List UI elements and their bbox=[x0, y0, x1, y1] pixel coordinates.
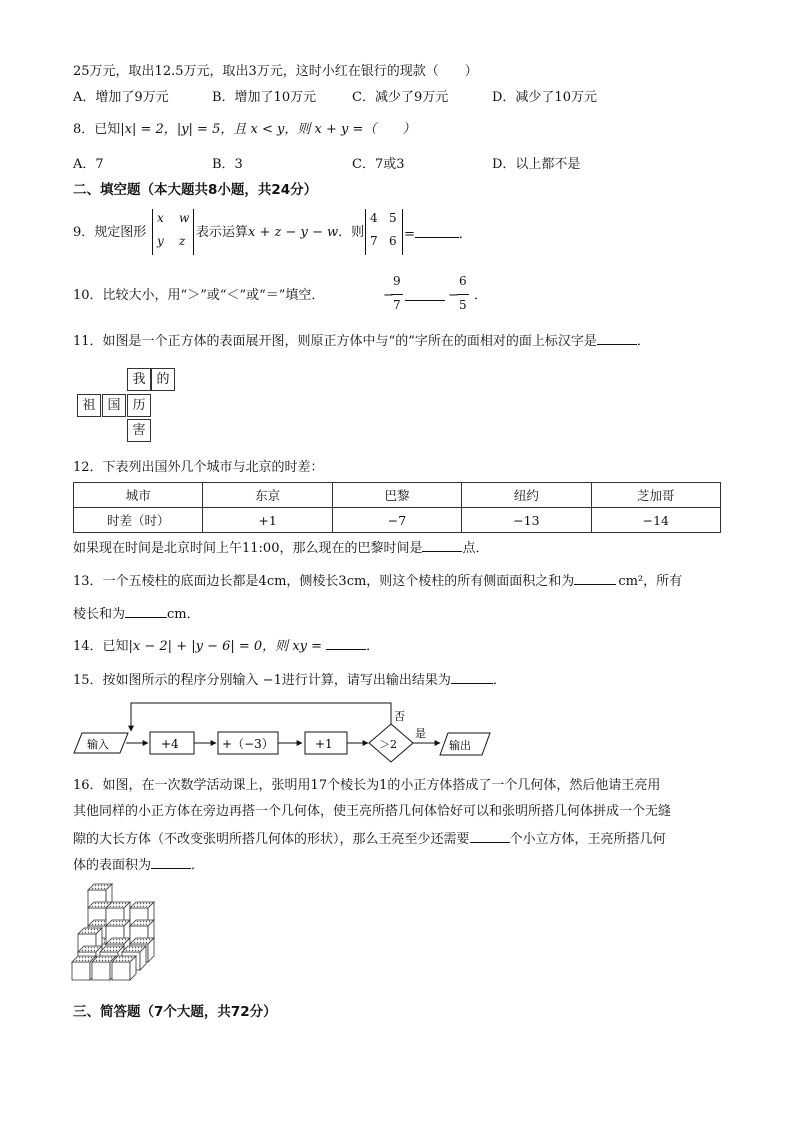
q15-stem: 15．按如图所示的程序分别输入 −1进行计算，请写出输出结果为 bbox=[73, 673, 451, 688]
q14-ask: xy = bbox=[292, 639, 323, 654]
q13-line2-prefix: 棱长和为 bbox=[73, 607, 126, 622]
q9-middle: 表示运算 bbox=[196, 225, 249, 240]
q10-sign-1: − bbox=[383, 288, 394, 303]
q16-line4-end: ． bbox=[191, 858, 205, 873]
q14-expr: |x − 2| + |y − 6| = 0，则 bbox=[128, 639, 289, 654]
q13-answer-blank-2[interactable] bbox=[125, 604, 167, 618]
table-cell: −7 bbox=[332, 508, 461, 533]
flow-decision-label: ＞2 bbox=[379, 738, 397, 751]
q9-m1-x: x bbox=[157, 211, 164, 225]
q8-stem bbox=[73, 121, 415, 139]
net-face-zu: 祖 bbox=[77, 394, 101, 417]
q8-option-a[interactable]: A．7 bbox=[73, 157, 104, 172]
q9-m1-y: y bbox=[157, 234, 164, 248]
flow-step-minus3-label: +（−3） bbox=[222, 737, 274, 751]
table-cell: 城市 bbox=[74, 483, 203, 508]
flow-step-plus4-label: +4 bbox=[161, 737, 179, 751]
q10-sign-2: − bbox=[448, 288, 459, 303]
flow-input-label: 输入 bbox=[87, 738, 109, 751]
q9-answer-blank[interactable] bbox=[415, 224, 459, 238]
flow-no-label: 否 bbox=[394, 710, 405, 723]
q7-stem: 25万元，取出12.5万元，取出3万元，这时小红在银行的现款（ ） bbox=[73, 64, 478, 79]
q15-end: ． bbox=[492, 673, 506, 688]
q9-matrix-1 bbox=[152, 209, 194, 255]
q10-frac2-num: 6 bbox=[459, 274, 467, 288]
program-flowchart bbox=[70, 695, 500, 767]
q9-eq: = bbox=[404, 227, 415, 242]
net-face-hai: 害 bbox=[127, 419, 151, 442]
flow-loop-line bbox=[131, 703, 391, 731]
q8-expression: x + y =（ ） bbox=[314, 122, 416, 137]
flow-yes-label: 是 bbox=[415, 727, 426, 740]
q12-text: 12．下表列出国外几个城市与北京的时差： bbox=[73, 460, 324, 475]
q7-option-d[interactable]: D．减少了10万元 bbox=[492, 90, 597, 105]
q16-line3b: 个小立方体，王亮所搭几何 bbox=[509, 832, 666, 847]
q10-fraction-2 bbox=[457, 272, 469, 316]
q14-answer-blank[interactable] bbox=[326, 636, 366, 650]
net-face-guo: 国 bbox=[102, 394, 126, 417]
q16-line-2: 其他同样的小正方体在旁边再搭一个几何体，使王亮所搭几何体恰好可以和张明所搭几何体拼成一个无缝 bbox=[73, 804, 672, 819]
q16-line3a: 隙的大长方体（不改变张明所搭几何体的形状），那么王亮至少还需要 bbox=[73, 832, 470, 847]
stacked-cubes-figure bbox=[70, 882, 170, 992]
q8-abs-y: |y| = 5，且 bbox=[176, 122, 247, 137]
q7-option-b[interactable]: B．增加了10万元 bbox=[212, 90, 317, 105]
q16-line-4 bbox=[73, 855, 204, 875]
q12-after-text: 如果现在时间是北京时间上午11:00，那么现在的巴黎时间是 bbox=[73, 541, 423, 556]
q13-line-1 bbox=[73, 571, 682, 591]
q11-answer-blank[interactable] bbox=[597, 331, 637, 345]
table-cell: 巴黎 bbox=[332, 483, 461, 508]
q9-m2-a: 4 bbox=[370, 211, 378, 225]
table-cell: 时差（时） bbox=[74, 508, 203, 533]
q16-answer-blank-1[interactable] bbox=[470, 829, 510, 843]
q9-then: ．则 bbox=[338, 225, 365, 240]
table-cell: 纽约 bbox=[462, 483, 591, 508]
table-cell: −13 bbox=[462, 508, 591, 533]
q10-end: ． bbox=[474, 288, 488, 303]
q9-end: ． bbox=[458, 227, 472, 242]
table-row bbox=[74, 508, 721, 533]
q9-m2-c: 7 bbox=[370, 234, 378, 248]
flow-step-plus1-label: +1 bbox=[315, 737, 333, 751]
q10-fraction-1 bbox=[391, 272, 403, 316]
q7-option-c[interactable]: C．减少了9万元 bbox=[352, 90, 449, 105]
q16-line-1: 16．如图，在一次数学活动课上，张明用17个棱长为1的小正方体搭成了一个几何体，然后他请王亮用 bbox=[73, 778, 661, 793]
flow-output-label: 输出 bbox=[449, 739, 471, 752]
q15-answer-blank[interactable] bbox=[451, 670, 493, 684]
q9-answer bbox=[404, 224, 472, 244]
q13-line-2 bbox=[73, 604, 200, 624]
q9-prefix: 9．规定图形 bbox=[73, 225, 147, 240]
q12-after-end: 点． bbox=[462, 541, 489, 556]
q9-matrix-2 bbox=[365, 209, 403, 255]
q10-answer-blank[interactable] bbox=[405, 286, 445, 301]
q9-m1-w: w bbox=[179, 211, 190, 225]
q7-option-a[interactable]: A．增加了9万元 bbox=[73, 90, 169, 105]
table-header-row bbox=[74, 483, 721, 508]
q16-answer-blank-2[interactable] bbox=[151, 855, 191, 869]
q15-text bbox=[73, 670, 506, 690]
table-cell: −14 bbox=[591, 508, 720, 533]
q9-m2-d: 6 bbox=[389, 234, 397, 248]
section-3-title: 三、简答题（7个大题，共72分） bbox=[73, 1004, 277, 1020]
q12-after bbox=[73, 538, 488, 558]
q8-abs-x: |x| = 2， bbox=[120, 122, 177, 137]
q11-stem: 11．如图是一个正方体的表面展开图，则原正方体中与“的”字所在的面相对的面上标汉字是 bbox=[73, 334, 597, 349]
q9-operation bbox=[196, 224, 364, 242]
q14-end: ． bbox=[366, 639, 380, 654]
q9-operation-expr: x + z − y − w bbox=[248, 225, 339, 240]
net-face-de: 的 bbox=[151, 368, 175, 391]
net-face-wo: 我 bbox=[127, 368, 151, 391]
time-difference-table bbox=[73, 482, 721, 533]
q10-text: 10．比较大小，用“＞”或“＜”或“＝”填空． bbox=[73, 288, 325, 303]
q14-text bbox=[73, 636, 379, 656]
q12-answer-blank[interactable] bbox=[422, 538, 462, 552]
q13-line1-text: 13．一个五棱柱的底面边长都是4cm，侧棱长3cm，则这个棱柱的所有侧面面积之和为 bbox=[73, 574, 575, 589]
q14-prefix: 14．已知 bbox=[73, 639, 129, 654]
table-cell: 芝加哥 bbox=[591, 483, 720, 508]
q8-option-d[interactable]: D．以上都不是 bbox=[492, 157, 581, 172]
net-face-li: 历 bbox=[127, 394, 151, 417]
table-cell: +1 bbox=[203, 508, 332, 533]
q13-unit: cm² bbox=[618, 574, 644, 589]
q8-option-c[interactable]: C．7或3 bbox=[352, 157, 405, 172]
q8-prefix: 8．已知 bbox=[73, 122, 121, 137]
table-cell: 东京 bbox=[203, 483, 332, 508]
q13-line1-end: ，所有 bbox=[643, 574, 683, 589]
q10-frac2-den: 5 bbox=[459, 298, 467, 312]
q13-answer-blank-1[interactable] bbox=[574, 571, 616, 585]
q10-frac1-num: 9 bbox=[393, 274, 401, 288]
q8-condition: x < y，则 bbox=[250, 122, 311, 137]
section-2-title: 二、填空题（本大题共8小题，共24分） bbox=[73, 182, 318, 198]
q11-text bbox=[73, 331, 650, 351]
q16-line4: 体的表面积为 bbox=[73, 858, 152, 873]
q10-frac1-den: 7 bbox=[393, 298, 401, 312]
q9-m2-b: 5 bbox=[389, 211, 397, 225]
q11-end: ． bbox=[636, 334, 650, 349]
q16-line-3 bbox=[73, 829, 666, 849]
q13-line2-end: cm． bbox=[167, 607, 200, 622]
q8-option-b[interactable]: B．3 bbox=[212, 157, 243, 172]
q9-m1-z: z bbox=[179, 234, 186, 248]
